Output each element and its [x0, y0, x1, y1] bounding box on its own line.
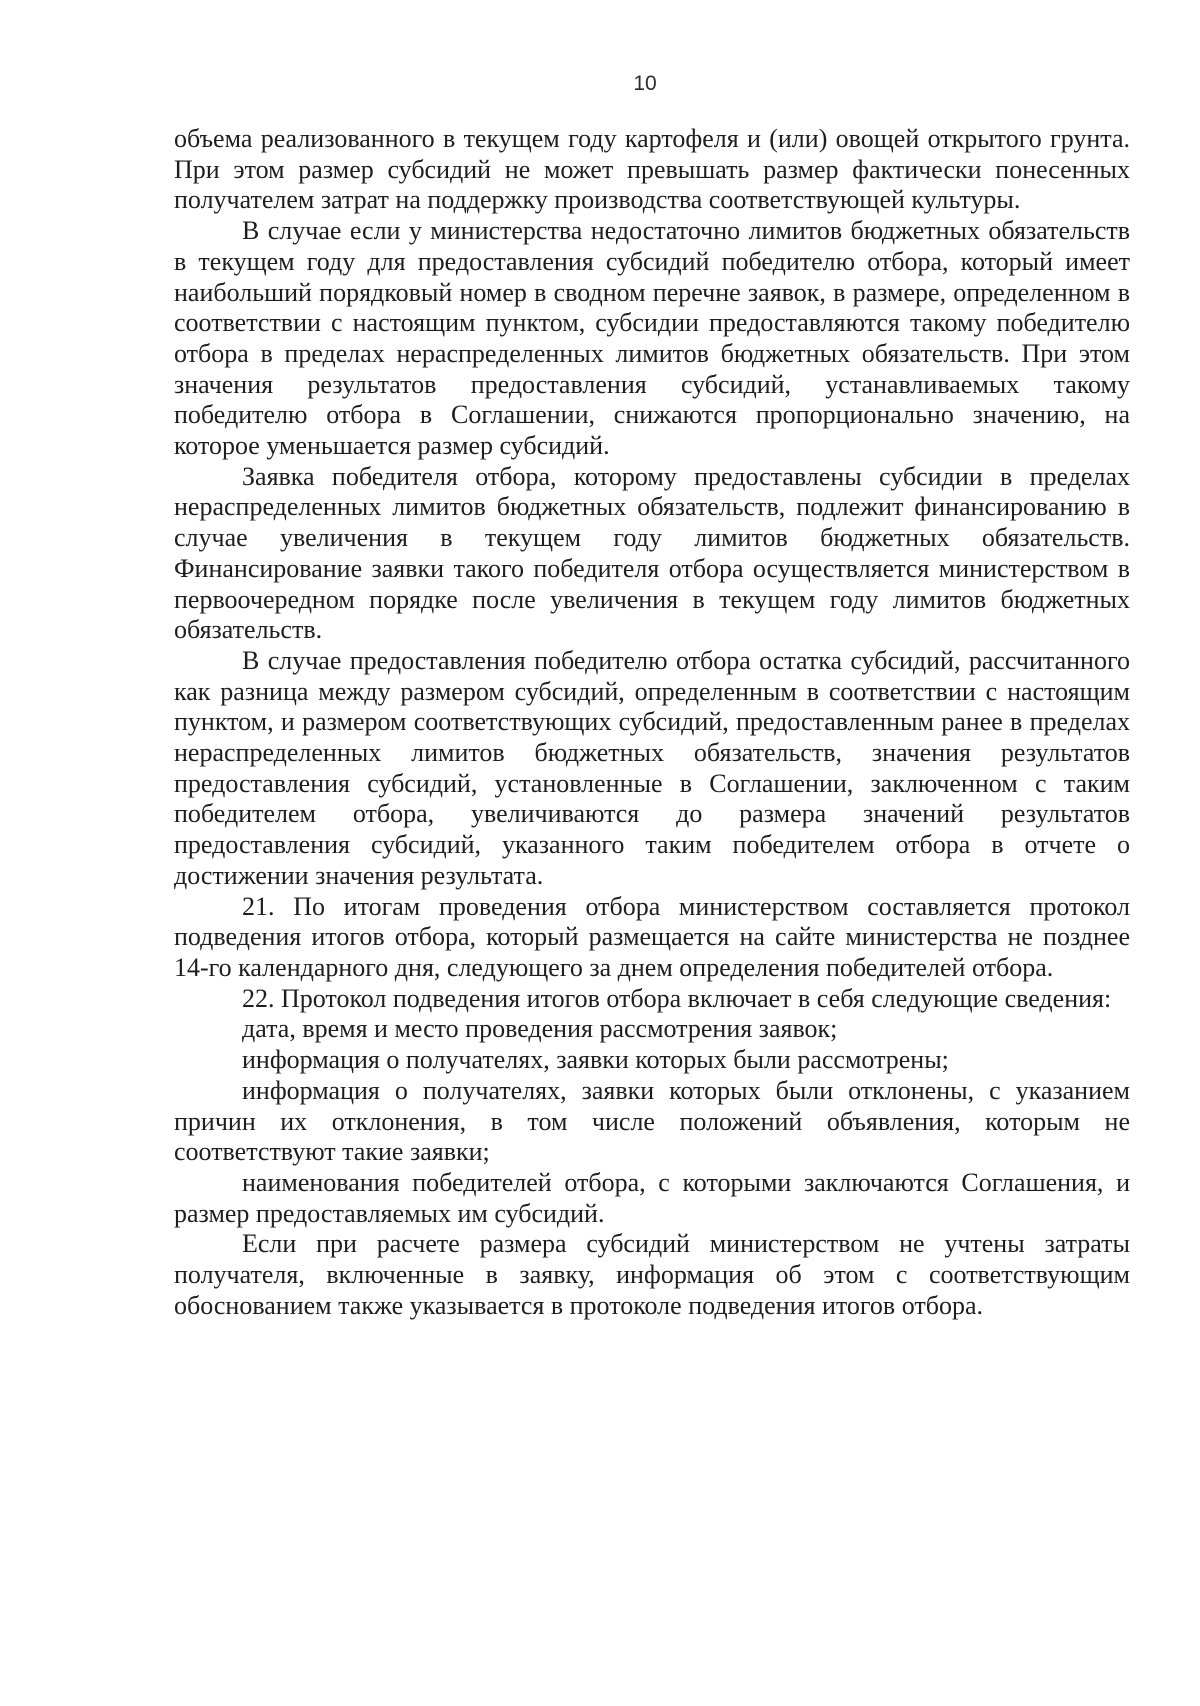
document-body [174, 124, 1130, 1321]
paragraph-item-21: 21. По итогам проведения отбора министерством составляется протокол подведения итогов отбора, который размещается на сайте министерства не позднее 14-го календарного дня, следующего за днем определения победителей отбора. [174, 891, 1130, 982]
paragraph-budget-limits: В случае если у министерства недостаточно лимитов бюджетных обязательств в текущем году для предоставления субсидий победителю отбора, который имеет наибольший порядковый номер в сводном перечне заявок, в размере, определенном в соответствии с настоящим пунктом, субсидии предоставляются такому победителю отбора в пределах нераспределенных лимитов бюджетных обязательств. При этом значения результатов предоставления субсидий, устанавливаемых такому победителю отбора в Соглашении, снижаются пропорционально значению, на которое уменьшается размер субсидий. [174, 216, 1130, 461]
list-item-rejected: информация о получателях, заявки которых были отклонены, с указанием причин их отклонения, в том числе положений объявления, которым не соответствуют такие заявки; [174, 1075, 1130, 1167]
list-item-winners: наименования победителей отбора, с которыми заключаются Соглашения, и размер предоставляемых им субсидий. [174, 1167, 1130, 1228]
paragraph-subsidy-remainder: В случае предоставления победителю отбора остатка субсидий, рассчитанного как разница между размером субсидий, определенным в соответствии с настоящим пунктом, и размером соответствующих субсидий, предоставленным ранее в пределах нераспределенных лимитов бюджетных обязательств, значения результатов предоставления субсидий, установленные в Соглашении, заключенном с таким победителем отбора, увеличиваются до размера значений результатов предоставления субсидий, указанного таким победителем отбора в отчете о достижении значения результата. [174, 645, 1130, 890]
list-item-reviewed: информация о получателях, заявки которых были рассмотрены; [242, 1045, 949, 1075]
list-item-date-place: дата, время и место проведения рассмотрения заявок; [242, 1014, 838, 1044]
page-number: 10 [633, 72, 657, 95]
paragraph-application-financing: Заявка победителя отбора, которому предоставлены субсидии в пределах нераспределенных лимитов бюджетных обязательств, подлежит финансированию в случае увеличения в текущем году лимитов бюджетных обязательств. Финансирование заявки такого победителя отбора осуществляется министерством в первоочередном порядке после увеличения в текущем году лимитов бюджетных обязательств. [174, 461, 1130, 645]
paragraph-item-22: 22. Протокол подведения итогов отбора включает в себя следующие сведения: [242, 983, 1112, 1013]
paragraph-continuation: объема реализованного в текущем году картофеля и (или) овощей открытого грунта. При этом размер субсидий не может превышать размер фактически понесенных получателем затрат на поддержку производства соответствующей культуры. [174, 124, 1130, 215]
paragraph-unaccounted-costs: Если при расчете размера субсидий министерством не учтены затраты получателя, включенные в заявку, информация об этом с соответствующим обоснованием также указывается в протоколе подведения итогов отбора. [174, 1229, 1130, 1320]
